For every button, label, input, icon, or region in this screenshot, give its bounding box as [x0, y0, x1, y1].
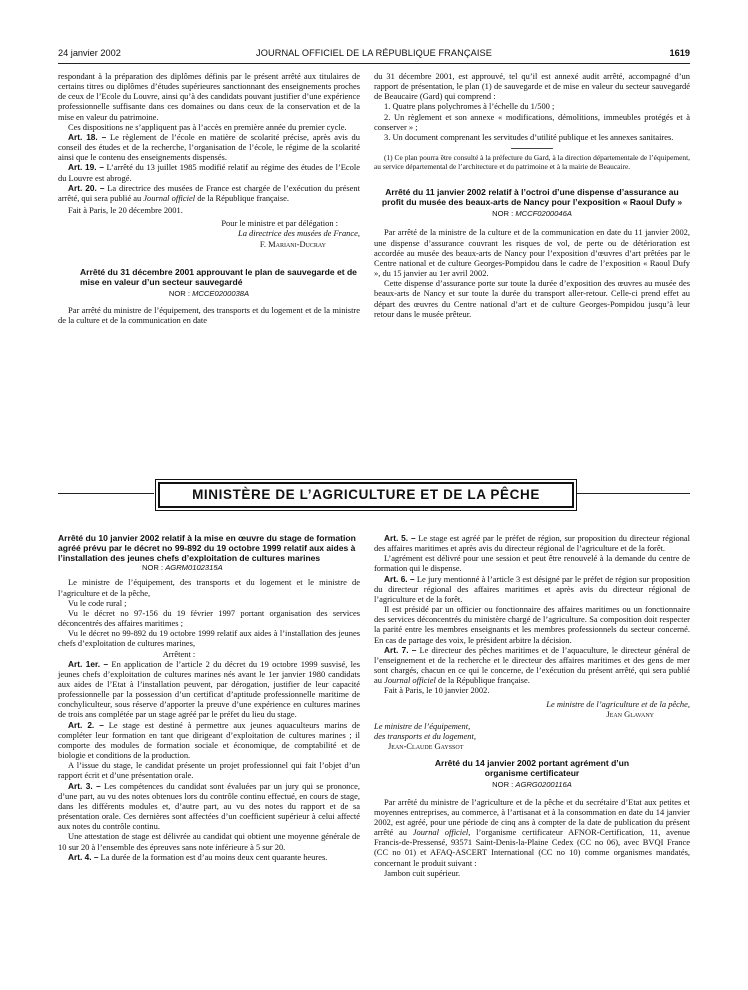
signature-function: Le ministre de l’équipement,	[374, 720, 471, 731]
article-7: Art. 7. – Le directeur des pêches maritimes et de l’aquaculture, le directeur général de l’enseignement et de la recherche et le directeur des affaires maritimes et des gens de mer sont chargés, chacun en ce qui le concerne, de l’exécution du présent arrêté, qui sera publié au Journal officiel de la République française.	[374, 644, 690, 686]
paragraph: Vu le décret no 99-892 du 19 octobre 1999 relatif aux aides à l’installation des jeunes chefs d’exploitation de cultures marines,	[58, 628, 360, 649]
header-journal-title: JOURNAL OFFICIEL DE LA RÉPUBLIQUE FRANÇAISE	[256, 48, 492, 58]
paragraph: Par arrêté de la ministre de la culture et de la communication en date du 11 janvier 2002, une dispense d’assurance couvrant les risques de vol, de perte ou de détérioration est accordée au musée des beaux-arts de Nancy pour l’exposition d’œuvres d’art prêtées par le Centre national et de culture Georges-Pompidou dans le cadre de l’exposition « Raoul Dufy », du 15 janvier au 1er avril 2002.	[374, 227, 690, 279]
signature-date: Fait à Paris, le 10 janvier 2002.	[384, 685, 490, 696]
banner-rule-left	[58, 493, 154, 494]
paragraph: respondant à la préparation des diplômes définis par le présent arrêté aux titulaires de certains titres ou diplômes d’études supérieures sanctionnant des enseignements proches de ceux de l’Ecole du Louvre, ainsi qu’à des candidats pouvant justifier d’une expérience professionnelle suffisante dans ces domaines ou dans ceux de la conservation et de la mise en valeur du patrimoine.	[58, 71, 360, 122]
list-item: 3. Un document comprenant les servitudes d’utilité publique et les annexes sanitaires.	[384, 131, 674, 142]
paragraph: Ces dispositions ne s’appliquent pas à l’accès en première année du premier cycle.	[68, 121, 347, 132]
arrete-14jan-nor: NOR : AGRG0200116A	[492, 780, 572, 790]
paragraph: Jambon cuit supérieur.	[384, 867, 461, 878]
paragraph: L’agrément est délivré pour une session et peut être renouvelé à la demande du centre de formation qui le dispense.	[374, 553, 690, 574]
paragraph: Le ministre de l’équipement, des transports et du logement et le ministre de l’agriculture et de la pêche,	[58, 577, 360, 598]
arrete-11jan-nor: NOR : MCCF0200046A	[492, 209, 572, 219]
paragraph: Une attestation de stage est délivrée au candidat qui obtient une moyenne générale de 10 sur 20 à l’ensemble des épreuves sans note inférieure à 5 sur 20.	[58, 831, 360, 852]
header-rule	[58, 63, 690, 64]
arrete-31dec-title: Arrêté du 31 décembre 2001 approuvant le plan de sauvegarde et de mise en valeur d’un secteur sauvegardé	[80, 266, 357, 287]
article-19: Art. 19. – L’arrêté du 13 juillet 1985 modifié relatif au régime des études de l’Ecole du Louvre est abrogé.	[58, 162, 360, 183]
paragraph: Par arrêté du ministre de l’agriculture et de la pêche et du secrétaire d’Etat aux petites et moyennes entreprises, au commerce, à l’artisanat et à la consommation en date du 14 janvier 2002, est agréé, pour une période de cinq ans à compter de la date de publication du présent arrêté au Journal officiel, l’organisme certificateur AFNOR-Certification, 11, avenue Francis-de-Pressensé, 93571 Saint-Denis-la-Plaine Cedex (CC no 06), avec BVQI France (CC no 01) et AFAQ-ASCERT International (CC no 10) comme organismes mandatés, concernant le produit suivant :	[374, 796, 690, 868]
article-3: Art. 3. – Les compétences du candidat sont évaluées par un jury qui se prononce, d’une part, au vu des notes obtenues lors du contrôle continu effectué, en cours de stage, dans les différents modules et, d’autre part, au vu des notes du rapport et de sa présentation orale. Ces dernières sont affectées d’un coefficient supérieur à celui affecté aux notes du contrôle continu.	[58, 780, 361, 832]
arrete-10jan-nor: NOR : AGRM0102315A	[142, 563, 223, 573]
arrete-14jan-title: Arrêté du 14 janvier 2002 portant agrément d’un organisme certificateur	[434, 758, 630, 779]
list-item: 2. Un règlement et son annexe « modifications, démolitions, immeubles protégés et à conserver » ;	[374, 111, 690, 132]
banner-rule-right	[576, 493, 690, 494]
paragraph: Vu le décret no 97-156 du 19 février 1997 portant organisation des services déconcentrés des affaires maritimes ;	[58, 607, 360, 629]
arrete-31dec-nor: NOR : MCCE0200038A	[168, 288, 250, 298]
arretent: Arrêtent :	[162, 648, 196, 659]
article-1: Art. 1er. – En application de l’article 2 du décret du 19 octobre 1999 susvisé, les jeunes chefs d’exploitation de cultures marines nés avant le 1er janvier 1980 candidats aux aides de l’Etat à l’installation peuvent, par dérogation, justifier de leur capacité professionnelle par la possession d’un certificat d’aptitude professionnelle maritime de conchyliculteur, sous réserve d’apporter la preuve d’une expérience en cultures marines de trois ans complétée par un stage agréé par le préfet du lieu du stage.	[58, 658, 360, 720]
footnote-rule	[511, 148, 553, 149]
page-header	[58, 48, 690, 62]
paragraph: Vu le code rural ;	[68, 597, 127, 608]
paragraph: Il est présidé par un officier ou fonctionnaire des affaires maritimes ou un fonctionnaire des services déconcentrés du ministère chargé de l’agriculture. Sa composition doit respecter la parité entre les membres enseignants et les membres professionnels du secteur concerné. En cas de partage des voix, le président arbitre la décision.	[374, 604, 690, 645]
article-4: Art. 4. – La durée de la formation est d’au moins deux cent quarante heures.	[68, 851, 328, 862]
bottom-right-column	[374, 533, 690, 878]
signature-delegation: Pour le ministre et par délégation :	[221, 218, 338, 229]
signature-date: Fait à Paris, le 20 décembre 2001.	[68, 205, 183, 216]
article-5: Art. 5. – Le stage est agréé par le préfet de région, sur proposition du directeur régional des affaires maritimes et après avis du directeur régional de l’agriculture et de la forêt.	[374, 533, 690, 554]
paragraph: Cette dispense d’assurance porte sur toute la durée d’exposition des œuvres au musée des beaux-arts de Nancy et sur toute la durée du transport aller-retour. Celle-ci prend effet au départ des œuvres du Centre national d’art et de culture Georges-Pompidou jusqu’à leur retour dans le musée prêteur.	[374, 278, 690, 319]
footnote: (1) Ce plan pourra être consulté à la préfecture du Gard, à la direction départementale de l’équipement, au service départemental de l’architecture et du patrimoine et à la mairie de Beaucaire.	[374, 153, 690, 172]
signature-function: La directrice des musées de France,	[238, 228, 360, 239]
signature-name: Jean-Claude Gayssot	[388, 741, 464, 752]
arrete-11jan-title: Arrêté du 11 janvier 2002 relatif à l’octroi d’une dispense d’assurance au profit du musée des beaux-arts de Nancy pour l’exposition « Raoul Dufy »	[381, 187, 683, 208]
signature-name: F. Mariani-Ducray	[259, 238, 326, 249]
top-left-column	[58, 71, 360, 325]
article-18: Art. 18. – Le règlement de l’école en matière de scolarité précise, après avis du conseil des études et de la recherche, l’organisation de l’école, le régime de la scolarité ainsi que le contenu des enseignements dispensés.	[58, 131, 360, 163]
signature-function: des transports et du logement,	[374, 730, 476, 741]
signature-function: Le ministre de l’agriculture et de la pêche,	[546, 698, 690, 709]
signature-name: Jean Glavany	[606, 708, 654, 719]
arrete-10jan-title: Arrêté du 10 janvier 2002 relatif à la mise en œuvre du stage de formation agréé prévu par le décret no 99-892 du 19 octobre 1999 relatif aux aides à l’installation des jeunes chefs d’exploitation de cultures marines	[58, 533, 356, 564]
ministry-banner: MINISTÈRE DE L’AGRICULTURE ET DE LA PÊCHE	[158, 482, 574, 508]
article-6: Art. 6. – Le jury mentionné à l’article 3 est désigné par le préfet de région sur proposition du directeur régional des affaires maritimes et après avis du directeur régional de l’agriculture et de la forêt.	[374, 573, 690, 604]
bottom-left-column	[58, 533, 360, 862]
paragraph: du 31 décembre 2001, est approuvé, tel qu’il est annexé audit arrêté, accompagné d’un rapport de présentation, le plan (1) de sauvegarde et de mise en valeur du secteur sauvegardé de Beaucaire (Gard) qui comprend :	[374, 71, 690, 102]
paragraph: Par arrêté du ministre de l’équipement, des transports et du logement et de la ministre de la culture et de la communication en date	[58, 305, 360, 326]
article-20: Art. 20. – La directrice des musées de France est chargée de l’exécution du présent arrêté, qui sera publié au Journal officiel de la République française.	[58, 182, 360, 203]
paragraph: A l’issue du stage, le candidat présente un projet professionnel qui fait l’objet d’un rapport écrit et d’une présentation orale.	[58, 760, 360, 781]
list-item: 1. Quatre plans polychromes à l’échelle du 1/500 ;	[384, 101, 555, 112]
header-page-number: 1619	[669, 48, 690, 58]
top-right-column	[374, 71, 690, 319]
header-date: 24 janvier 2002	[58, 48, 121, 58]
article-2: Art. 2. – Le stage est destiné à permettre aux jeunes aquaculteurs marins de compléter leur formation en tant que dirigeant d’exploitation de cultures marines ; il comporte des modules de formation sociale et économique, de comptabilité et de biologie et conditions de la production.	[58, 719, 360, 761]
